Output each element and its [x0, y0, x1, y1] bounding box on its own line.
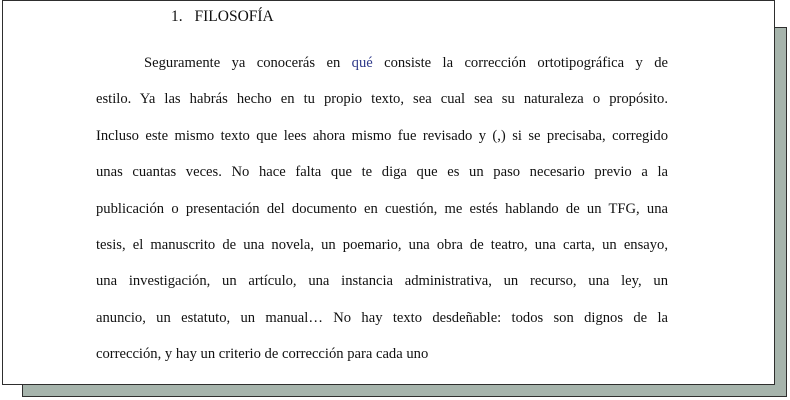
section-heading [171, 8, 274, 26]
paragraph-line-5: publicación o presentación del documento en cuestión, me estés hablando de un TFG, una [96, 200, 668, 217]
paragraph-line-6: tesis, el manuscrito de una novela, un poemario, una obra de teatro, una carta, un ensayo, [96, 236, 668, 253]
heading-title: FILOSOFÍA [194, 8, 274, 25]
paragraph-line-1 [96, 51, 668, 87]
paragraph-line-2: estilo. Ya las habrás hecho en tu propio texto, sea cual sea su naturaleza o propósito. [96, 91, 668, 108]
paragraph-line-7: una investigación, un artículo, una instancia administrativa, un recurso, una ley, un [96, 273, 668, 290]
heading-number: 1. [171, 8, 183, 25]
document-page [2, 0, 775, 385]
paragraph-line-9: corrección, y hay un criterio de corrección para cada uno [96, 346, 429, 363]
line-text: consiste la corrección ortotipográfica y de [372, 55, 668, 71]
paragraph-line-4: unas cuantas veces. No hace falta que te diga que es un paso necesario previo a la [96, 164, 668, 181]
line-text: Seguramente ya conocerás en [144, 55, 352, 71]
body-paragraph [96, 51, 668, 379]
paragraph-line-3: Incluso este mismo texto que lees ahora mismo fue revisado y (,) si se precisaba, corregido [96, 127, 668, 144]
paragraph-line-8: anuncio, un estatuto, un manual… No hay texto desdeñable: todos son dignos de la [96, 309, 668, 326]
inline-link[interactable]: qué [351, 55, 373, 71]
